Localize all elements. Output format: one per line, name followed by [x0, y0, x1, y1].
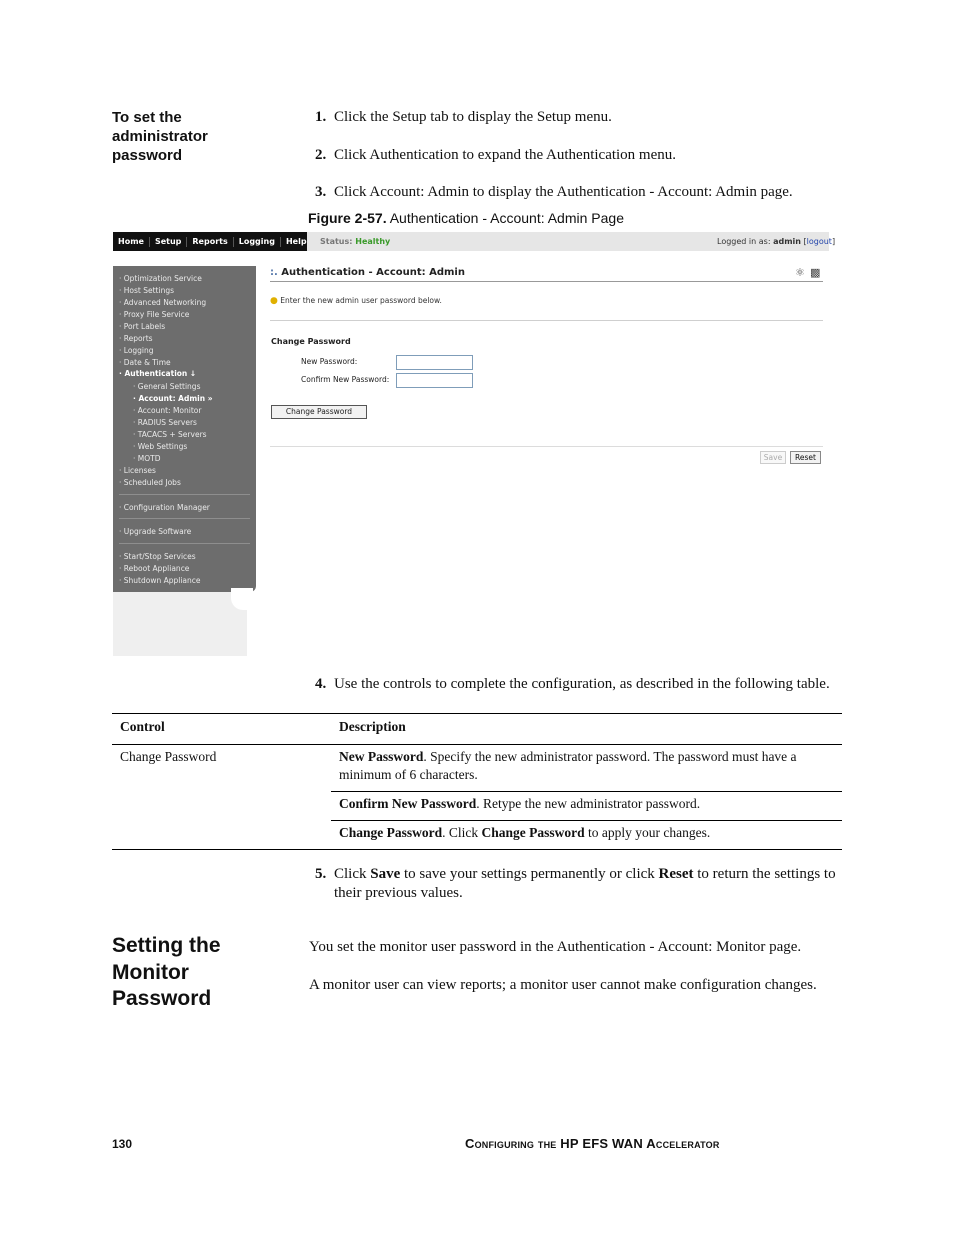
title-underline: [270, 281, 823, 282]
subnav-motd[interactable]: · MOTD: [133, 454, 161, 463]
tab-home[interactable]: Home: [113, 237, 150, 247]
step-text-part: to save your settings permanently or click: [400, 866, 659, 882]
tab-logging[interactable]: Logging: [234, 237, 281, 247]
save-button[interactable]: Save: [760, 451, 786, 464]
procedure-heading: To set the administrator password: [112, 109, 208, 164]
nav-date-time[interactable]: · Date & Time: [119, 358, 171, 367]
nav-upgrade-software[interactable]: · Upgrade Software: [119, 527, 192, 536]
new-password-label: New Password:: [301, 357, 358, 366]
reset-button[interactable]: Reset: [790, 451, 821, 464]
subnav-radius-servers[interactable]: · RADIUS Servers: [133, 418, 197, 427]
controls-table: [112, 713, 842, 850]
nav-divider: [119, 518, 250, 519]
step-text: Click Authentication to expand the Authentication menu.: [334, 147, 677, 163]
tab-reports[interactable]: Reports: [187, 237, 233, 247]
desc-text: . Specify the new administrator password. The password must have a minimum of 6 characters.: [339, 749, 797, 782]
step-text: Use the controls to complete the configuration, as described in the following table.: [334, 676, 830, 692]
description-cell: [331, 745, 842, 792]
status-indicator: [320, 237, 390, 246]
figure-label: Figure 2-57.: [308, 210, 387, 226]
step-5: [315, 865, 845, 903]
sidebar-notch: [231, 588, 253, 610]
status-value: Healthy: [355, 237, 391, 246]
nav-reboot-appliance[interactable]: · Reboot Appliance: [119, 564, 190, 573]
paragraph: A monitor user can view reports; a monitor user cannot make configuration changes.: [309, 977, 817, 993]
step-number: 5.: [315, 866, 327, 882]
page-title-text: Authentication - Account: Admin: [281, 267, 465, 278]
step-3: [315, 183, 845, 202]
description-cell: [331, 821, 842, 850]
step-number: 2.: [315, 147, 327, 163]
nav-divider: [119, 543, 250, 544]
username: admin: [773, 237, 801, 246]
nav-advanced-networking[interactable]: · Advanced Networking: [119, 298, 207, 307]
new-password-input[interactable]: [396, 355, 473, 370]
title-prefix: :.: [270, 267, 278, 278]
step-1: [315, 108, 845, 127]
ui-screenshot: [113, 232, 841, 656]
desc-term: New Password: [339, 749, 424, 764]
step-text: Click Account: Admin to display the Authentication - Account: Admin page.: [334, 184, 793, 200]
nav-authentication[interactable]: · Authentication ↓: [119, 369, 197, 378]
subnav-account-monitor[interactable]: · Account: Monitor: [133, 406, 202, 415]
desc-term: Confirm New Password: [339, 796, 477, 811]
step-number: 4.: [315, 676, 327, 692]
step-text: [334, 865, 842, 903]
nav-configuration-manager[interactable]: · Configuration Manager: [119, 503, 210, 512]
step-4: [315, 675, 845, 694]
running-footer: Configuring the HP EFS WAN Accelerator: [465, 1136, 720, 1151]
divider: [270, 320, 823, 321]
section-title: Change Password: [271, 337, 351, 346]
change-password-button[interactable]: Change Password: [271, 405, 367, 419]
step-text-part: Click: [334, 866, 371, 882]
nav-reports[interactable]: · Reports: [119, 334, 153, 343]
tab-help[interactable]: Help: [285, 236, 307, 246]
sidebar-tail: [113, 592, 247, 656]
subnav-tacacs-servers[interactable]: · TACACS + Servers: [133, 430, 207, 439]
divider: [270, 446, 823, 447]
nav-start-stop-services[interactable]: · Start/Stop Services: [119, 552, 196, 561]
table-header-row: [112, 714, 842, 745]
step-number: 1.: [315, 109, 327, 125]
column-header-description: Description: [339, 719, 406, 734]
figure-caption: [308, 210, 624, 226]
nav-divider: [119, 494, 250, 495]
tab-bar: [113, 232, 307, 251]
login-info: Logged in as: admin [logout]: [717, 237, 836, 246]
nav-host-settings[interactable]: · Host Settings: [119, 286, 174, 295]
hint-text: [270, 296, 442, 306]
subnav-account-admin[interactable]: · Account: Admin »: [133, 394, 213, 403]
print-icon[interactable]: ▩: [810, 266, 821, 279]
page-title: [270, 267, 465, 278]
paragraph: You set the monitor user password in the Authentication - Account: Monitor page.: [309, 939, 802, 955]
nav-proxy-file-service[interactable]: · Proxy File Service: [119, 310, 190, 319]
control-cell: Change Password: [112, 745, 331, 850]
refresh-icon[interactable]: ⚛: [795, 266, 805, 279]
step-text-part: to return the settings to their previous values.: [334, 866, 836, 901]
logout-link[interactable]: logout: [806, 237, 832, 246]
section-heading: Setting the Monitor Password: [112, 934, 221, 1010]
subnav-general-settings[interactable]: · General Settings: [133, 382, 201, 391]
page-number: 130: [112, 1137, 133, 1151]
confirm-password-input[interactable]: [396, 373, 473, 388]
desc-term: Change Password: [481, 825, 585, 840]
nav-licenses[interactable]: · Licenses: [119, 466, 156, 475]
lightbulb-icon: ●: [270, 296, 278, 306]
nav-logging[interactable]: · Logging: [119, 346, 154, 355]
step-2: [315, 146, 845, 165]
table-row: [112, 745, 842, 792]
nav-port-labels[interactable]: · Port Labels: [119, 322, 166, 331]
nav-scheduled-jobs[interactable]: · Scheduled Jobs: [119, 478, 181, 487]
hint-message: Enter the new admin user password below.: [280, 296, 442, 305]
desc-text: . Click: [442, 825, 482, 840]
logged-in-label: Logged in as:: [717, 237, 771, 246]
figure-caption-text: Authentication - Account: Admin Page: [389, 210, 624, 226]
step-number: 3.: [315, 184, 327, 200]
column-header-control: Control: [120, 719, 165, 734]
description-cell: [331, 792, 842, 821]
desc-term: Change Password: [339, 825, 443, 840]
step-term: Reset: [658, 866, 694, 882]
desc-text: . Retype the new administrator password.: [476, 796, 701, 811]
desc-text: to apply your changes.: [584, 825, 711, 840]
tab-setup[interactable]: Setup: [150, 237, 187, 247]
nav-shutdown-appliance[interactable]: · Shutdown Appliance: [119, 576, 201, 585]
subnav-web-settings[interactable]: · Web Settings: [133, 442, 188, 451]
step-term: Save: [370, 866, 401, 882]
step-text: Click the Setup tab to display the Setup menu.: [334, 109, 612, 125]
nav-optimization-service[interactable]: · Optimization Service: [119, 274, 202, 283]
confirm-password-label: Confirm New Password:: [301, 375, 390, 384]
status-label: Status:: [320, 237, 353, 246]
